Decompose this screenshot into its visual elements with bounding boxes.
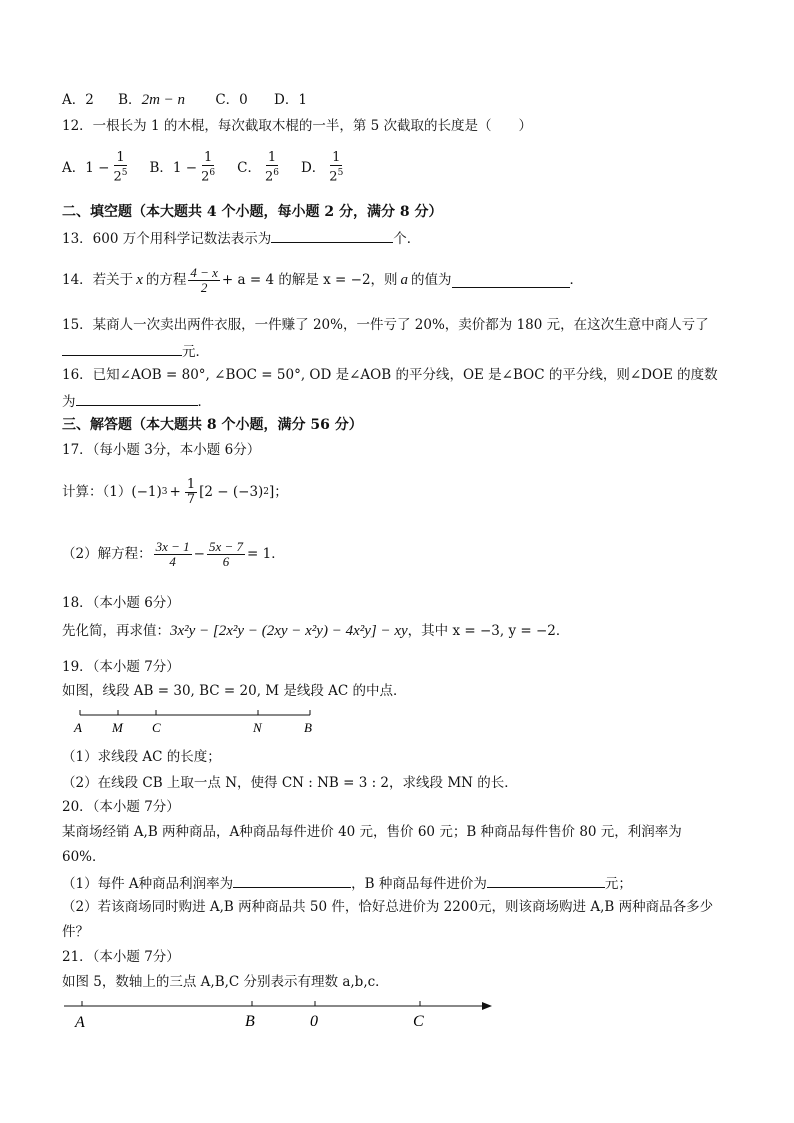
q16-line-2 <box>62 391 211 411</box>
q15-line-2 <box>62 341 209 361</box>
q19-label-b: B <box>304 720 312 735</box>
q13-answer-blank[interactable] <box>271 228 393 243</box>
q21-heading: 21．（本小题 7分） <box>62 949 180 965</box>
q14-fraction: $\frac{4 - x}{2}$ <box>190 264 218 295</box>
q17-part-1 <box>62 474 288 510</box>
q14-text-4: 的值为 <box>411 272 452 288</box>
q13-text: 13．600 万个用科学记数法表示为 <box>62 231 272 247</box>
q14-answer-blank[interactable] <box>452 273 570 288</box>
q21-number-line <box>60 996 500 1034</box>
q20-part-1-text-2: ，B 种商品每件进价为 <box>351 876 487 892</box>
q12-option-a-fraction: $\frac{1}{2^5}$ <box>113 150 128 185</box>
q12-option-b-pre: 1 − <box>172 160 198 176</box>
q17-calc-prefix: 计算：（1）(−1) <box>62 484 162 500</box>
q11-option-b-expr: 2m − n <box>141 92 186 108</box>
q17-part-2 <box>62 536 285 572</box>
section-3-heading: 三、解答题（本大题共 8 个小题，满分 56 分） <box>62 417 363 433</box>
q19-label-m: M <box>112 720 123 735</box>
q11-option-a: A．2 <box>62 92 94 108</box>
q16-line-1: 16．已知∠AOB = 80°, ∠BOC = 50°, OD 是∠AOB 的平分线，OE 是∠BOC 的平分线，则∠DOE 的度数 <box>62 367 718 383</box>
q15-answer-blank[interactable] <box>62 341 182 356</box>
q12-option-c-label: C． <box>237 160 261 176</box>
q13 <box>62 228 420 248</box>
q17-calc-fraction: $\frac{1}{7}$ <box>186 476 196 507</box>
q11-options <box>62 91 307 109</box>
q16-tail: ． <box>197 394 211 410</box>
q14-var-a: a <box>400 272 409 288</box>
q15-line-1: 15．某商人一次卖出两件衣服，一件赚了 20%，一件亏了 20%，卖价都为 180 元，在这次生意中商人亏了 <box>62 317 709 333</box>
q19-label-n: N <box>253 720 262 735</box>
q14-var-x: x <box>136 272 143 288</box>
q21-label-b: B <box>245 1013 255 1030</box>
q12-option-d-fraction: $\frac{1}{2^5}$ <box>329 150 344 185</box>
q19-heading: 19．（本小题 7分） <box>62 659 180 675</box>
q19-part-1: （1）求线段 AC 的长度； <box>62 749 221 765</box>
q17-eq-fraction-2: $\frac{5x - 7}{6}$ <box>208 538 243 569</box>
q12-option-a-pre: 1 − <box>85 160 110 176</box>
q20-line-2: 60%． <box>62 849 106 865</box>
q21-axis-arrow <box>482 1002 492 1010</box>
q17-calc-exponent-2: 2 <box>263 487 270 497</box>
q19-stem: 如图，线段 AB = 30, BC = 20, M 是线段 AC 的中点． <box>62 683 407 699</box>
q17-eq-prefix: （2）解方程： <box>62 546 152 562</box>
section-2-heading: 二、填空题（本大题共 4 个小题，每小题 2 分，满分 8 分） <box>62 204 443 220</box>
q20-part-2-line-2: 件？ <box>62 924 89 940</box>
q17-eq-minus: − <box>193 546 205 562</box>
q12-option-c-fraction: $\frac{1}{2^6}$ <box>264 150 279 185</box>
q20-part-1-text-1: （1）每件 A种商品利润率为 <box>62 876 234 892</box>
q20-part-1 <box>62 873 632 893</box>
q18-prefix: 先化简，再求值： <box>62 623 170 639</box>
q18-condition: ，其中 x = −3, y = −2． <box>407 623 570 639</box>
q12-option-d-label: D． <box>300 160 326 176</box>
q15-tail: 元． <box>182 344 209 360</box>
q21-label-0: 0 <box>310 1013 318 1030</box>
q18-heading: 18．（本小题 6分） <box>62 595 180 611</box>
q18-body <box>62 622 569 640</box>
q17-calc-plus: + <box>169 484 181 500</box>
q21-stem: 如图 5，数轴上的三点 A,B,C 分别表示有理数 a,b,c． <box>62 974 389 990</box>
q12-options <box>62 150 347 186</box>
q20-heading: 20．（本小题 7分） <box>62 799 180 815</box>
q21-label-a: A <box>75 1014 85 1031</box>
q20-part-1-text-3: 元； <box>604 876 632 892</box>
q17-eq-fraction-1: $\frac{3x - 1}{4}$ <box>155 538 190 569</box>
q20-line-1: 某商场经销 A,B 两种商品，A种商品每件进价 40 元，售价 60 元；B 种商品每件售价 80 元，利润率为 <box>62 824 682 840</box>
q20-part-2-line-1: （2）若该商场同时购进 A,B 两种商品共 50 件，恰好总进价为 2200元，则该商场购进 A,B 两种商品各多少 <box>62 899 714 915</box>
q20-answer-blank-1[interactable] <box>233 873 351 888</box>
q12-option-a-label: A． <box>62 160 86 176</box>
q19-part-2: （2）在线段 CB 上取一点 N，使得 CN : NB = 3 : 2，求线段 MN 的长． <box>62 775 518 791</box>
q12-stem: 12．一根长为 1 的木棍，每次截取木棍的一半，第 5 次截取的长度是（ ） <box>62 118 533 134</box>
q17-heading: 17．（每小题 3分，本小题 6分） <box>62 442 261 458</box>
q12-option-b-fraction: $\frac{1}{2^6}$ <box>201 150 216 185</box>
q13-tail: 个． <box>393 231 421 247</box>
q14 <box>62 262 583 298</box>
q17-calc-exponent: 3 <box>161 487 168 497</box>
q14-tail: ． <box>569 272 584 288</box>
q11-option-c: C．0 <box>215 92 248 108</box>
q21-label-c: C <box>413 1013 424 1030</box>
q11-option-b-label: B． <box>118 92 142 108</box>
q16-answer-blank[interactable] <box>76 391 198 406</box>
q17-calc-bracket: [2 − (−3) <box>199 484 264 500</box>
q14-text-2: 的方程 <box>145 272 187 288</box>
q17-eq-end: = 1． <box>247 546 285 562</box>
q17-calc-end: ]； <box>269 484 288 500</box>
q14-text-3: + a = 4 的解是 x = −2，则 <box>221 272 398 288</box>
q16-prefix: 为 <box>62 394 76 410</box>
q14-text-1: 14．若关于 <box>62 272 134 288</box>
q19-segment-figure <box>60 706 340 740</box>
q12-option-b-label: B． <box>149 160 173 176</box>
q18-expression: 3x²y − [2x²y − (2xy − x²y) − 4x²y] − xy <box>170 623 408 639</box>
q11-option-d: D．1 <box>274 92 307 108</box>
q19-label-a: A <box>74 720 82 735</box>
q19-label-c: C <box>152 720 161 735</box>
q20-answer-blank-2[interactable] <box>487 873 605 888</box>
